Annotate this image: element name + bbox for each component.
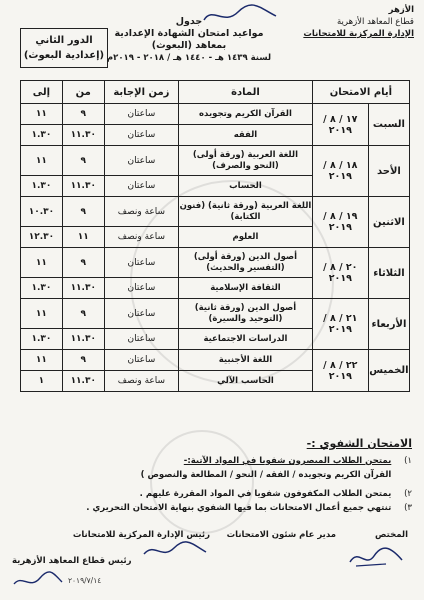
oral-item	[20, 488, 412, 500]
handwritten-date: ٢٠١٩/٧/١٤	[68, 576, 102, 585]
to-cell: ١١	[21, 248, 63, 278]
table-header-row	[21, 81, 410, 104]
from-cell: ١١	[62, 227, 104, 248]
sector-name: قطاع المعاهد الأزهرية	[336, 17, 414, 27]
institution-header	[264, 4, 414, 40]
duration-cell: ساعتان	[104, 278, 178, 299]
duration-cell: ساعتان	[104, 248, 178, 278]
to-cell: ١.٣٠	[21, 176, 63, 197]
subject-cell: الحاسب الآلي	[179, 371, 313, 392]
from-cell: ٩	[62, 299, 104, 329]
from-cell: ٩	[62, 350, 104, 371]
oral-item	[20, 469, 412, 481]
duration-cell: ساعة ونصف	[104, 197, 178, 227]
signature-reviewer: المختص	[375, 530, 408, 540]
from-cell: ٩	[62, 104, 104, 125]
handwritten-signature-central-admin	[140, 538, 210, 564]
day-cell: الاثنين	[368, 197, 409, 248]
signature-general-manager: مدير عام شئون الامتحانات	[226, 530, 336, 540]
duration-cell: ساعتان	[104, 350, 178, 371]
signature-sector-head: رئيس قطاع المعاهد الأزهرية	[12, 556, 132, 566]
date-cell: ١٨ / ٨ / ٢٠١٩	[312, 146, 368, 197]
from-cell: ١١.٣٠	[62, 125, 104, 146]
table-row	[21, 350, 410, 371]
oral-item-number: ٢)	[404, 489, 412, 499]
handwritten-signature-reviewer	[346, 542, 406, 572]
subject-cell: الحساب	[179, 176, 313, 197]
from-cell: ١١.٣٠	[62, 278, 104, 299]
oral-item	[20, 455, 412, 467]
oral-item-text: يمتحن الطلاب المبصرون شفويا في المواد الآتية:-	[183, 456, 392, 466]
to-cell: ١١	[21, 104, 63, 125]
to-cell: ١٠.٣٠	[21, 197, 63, 227]
day-cell: الأربعاء	[368, 299, 409, 350]
duration-cell: ساعتان	[104, 146, 178, 176]
oral-item-text: يمتحن الطلاب المكفوفون شفويا في المواد المقررة عليهم .	[139, 489, 392, 499]
duration-cell: ساعة ونصف	[104, 371, 178, 392]
from-cell: ١١.٣٠	[62, 371, 104, 392]
signature-central-admin: رئيس الإدارة المركزية للامتحانات	[72, 530, 210, 540]
to-cell: ١	[21, 371, 63, 392]
subject-cell: اللغة الأجنبية	[179, 350, 313, 371]
watermark-seal-bottom	[150, 430, 254, 534]
duration-cell: ساعتان	[104, 125, 178, 146]
to-cell: ١١	[21, 146, 63, 176]
exam-round-box	[20, 28, 108, 68]
handwritten-signature-sector-head	[10, 570, 66, 592]
table-row	[21, 248, 410, 278]
table-row	[21, 197, 410, 227]
subject-cell: العلوم	[179, 227, 313, 248]
duration-cell: ساعتان	[104, 299, 178, 329]
table-row	[21, 104, 410, 125]
day-cell: الخميس	[368, 350, 409, 392]
date-cell: ١٧ / ٨ / ٢٠١٩	[312, 104, 368, 146]
subject-cell: أصول الدين (ورقة أولى) (التفسير والحديث)	[179, 248, 313, 278]
subject-cell: اللغة العربية (ورقة أولى) (النحو والصرف)	[179, 146, 313, 176]
header-from: من	[62, 81, 104, 104]
oral-item-text: تنتهي جميع أعمال الامتحانات بما فيها الشفوي بنهاية الامتحان التحريري .	[86, 503, 392, 513]
from-cell: ١١.٣٠	[62, 329, 104, 350]
round-subtitle: (إعدادية البعوث)	[23, 50, 105, 61]
schedule-table	[20, 80, 410, 392]
day-cell: الأحد	[368, 146, 409, 197]
date-cell: ١٩ / ٨ / ٢٠١٩	[312, 197, 368, 248]
subject-cell: أصول الدين (ورقة ثانية) (التوحيد والسيرة)	[179, 299, 313, 329]
handwritten-signature-top	[200, 4, 280, 28]
to-cell: ١.٣٠	[21, 329, 63, 350]
day-cell: السبت	[368, 104, 409, 146]
to-cell: ١١	[21, 350, 63, 371]
oral-item-number: ٣)	[404, 503, 412, 513]
from-cell: ١١.٣٠	[62, 176, 104, 197]
duration-cell: ساعتان	[104, 176, 178, 197]
table-row	[21, 146, 410, 176]
subject-cell: اللغة العربية (ورقة ثانية) (فنون الكتابة)	[179, 197, 313, 227]
subject-cell: الفقه	[179, 125, 313, 146]
institution-name: الأزهر	[388, 5, 414, 15]
from-cell: ٩	[62, 146, 104, 176]
header-subject: المادة	[179, 81, 313, 104]
header-to: إلى	[21, 81, 63, 104]
date-cell: ٢٢ / ٨ / ٢٠١٩	[312, 350, 368, 392]
department-name: الإدارة المركزية للامتحانات	[303, 29, 414, 39]
from-cell: ٩	[62, 248, 104, 278]
header-days: أيام الامتحان	[312, 81, 409, 104]
table-row	[21, 299, 410, 329]
subject-cell: القرآن الكريم وتجويده	[179, 104, 313, 125]
duration-cell: ساعة ونصف	[104, 227, 178, 248]
duration-cell: ساعتان	[104, 104, 178, 125]
to-cell: ١٢.٣٠	[21, 227, 63, 248]
duration-cell: ساعتان	[104, 329, 178, 350]
subject-cell: الثقافة الإسلامية	[179, 278, 313, 299]
subject-cell: الدراسات الاجتماعية	[179, 329, 313, 350]
to-cell: ١.٣٠	[21, 278, 63, 299]
oral-item-text: القرآن الكريم وتجويده / الفقه / النحو / المطالعة والنصوص )	[140, 470, 392, 480]
to-cell: ١١	[21, 299, 63, 329]
round-title: الدور الثاني	[35, 35, 93, 46]
academic-year: لسنة ١٤٣٩ هـ - ١٤٤٠ هـ / ٢٠١٨ - ٢٠١٩م	[106, 53, 272, 63]
oral-item-number: ١)	[404, 456, 412, 466]
oral-item	[20, 502, 412, 514]
header-duration: زمن الإجابة	[104, 81, 178, 104]
oral-exam-title: الامتحان الشفوي :-	[306, 437, 412, 450]
day-cell: الثلاثاء	[368, 248, 409, 299]
to-cell: ١.٣٠	[21, 125, 63, 146]
date-cell: ٢١ / ٨ / ٢٠١٩	[312, 299, 368, 350]
document-subtitle: مواعيد امتحان الشهادة الإعدادية بمعاهد (البعوث)	[114, 28, 264, 51]
from-cell: ٩	[62, 197, 104, 227]
date-cell: ٢٠ / ٨ / ٢٠١٩	[312, 248, 368, 299]
document-title: جدول	[175, 16, 203, 27]
